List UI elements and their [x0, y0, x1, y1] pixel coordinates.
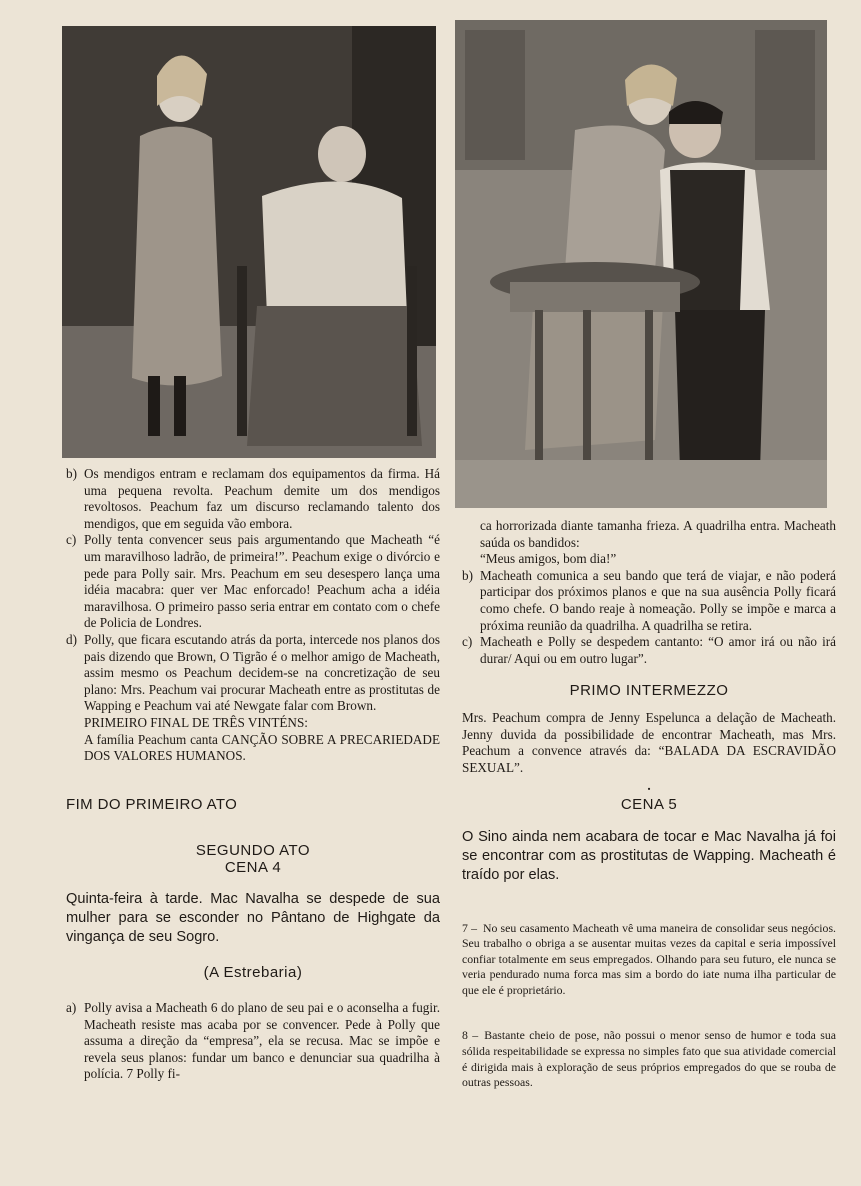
list-item [66, 532, 440, 632]
segundo-ato-heading: SEGUNDO ATO [195, 842, 311, 860]
footnote-number: 7 – [462, 920, 477, 935]
item-marker: d) [66, 631, 77, 647]
item-text: Macheath e Polly se despedem cantanto: “O amor irá ou não irá durar/ Aqui ou em outro lugar”. [480, 634, 836, 666]
item-text: Polly, que ficara escutando atrás da porta, intercede nos planos dos pais dizendo que Brown, O Tigrão é o melhor amigo de Macheath, assim mesmo os Peachum decidem-se na concretização de seu plano: Mrs. Peachum vai procurar Macheath entre as prostitutas de Wapping e Peachum vai até Newgate falar com Brown. [84, 631, 440, 714]
footnote-7 [462, 921, 836, 999]
quote-text: “Meus amigos, bom dia!” [480, 551, 617, 567]
item-marker: b) [66, 466, 77, 481]
cena-4-lead: Quinta-feira à tarde. Mac Navalha se despede de sua mulher para se esconder no Pântano de Highgate da vingança de seu Sogro. [66, 891, 440, 946]
item-marker: c) [462, 634, 473, 650]
primeiro-final-title: PRIMEIRO FINAL DE TRÊS VINTÉNS: [84, 714, 308, 730]
photo-illustration [455, 20, 827, 508]
primeiro-final-text: A família Peachum canta CANÇÃO SOBRE A PRECARIEDADE DOS VALORES HUMANOS. [84, 731, 440, 764]
item-text: Macheath comunica a seu bando que terá de viajar, e não poderá participar dos próximos planos e que na sua ausência Polly ficará como chefe. O bando reaje à nomeação. Polly se impõe e marca a próxima reunião da quadrilha. A quadrilha se retira. [480, 567, 836, 633]
item-text: Os mendigos entram e reclamam dos equipamentos da firma. Há uma pequena revolta. Peachum demite um dos mendigos revoltosos. Peachum faz um discurso reclamando talento dos mendigos, que em seguida vão embora. [84, 466, 440, 531]
footnote-number: 8 – [462, 1028, 479, 1043]
footnote-text: Bastante cheio de pose, não possui o menor senso de humor e toda sua sólida respeitabilidade se expressa no simples fato que sua atividade comercial é dirigida mais à exploração de seus próprios empregados do que se rouba de outras pessoas. [462, 1028, 836, 1090]
continuation-text: ca horrorizada diante tamanha frieza. A quadrilha entra. Macheath saúda os bandidos: [480, 518, 836, 550]
footnote-8 [462, 1028, 836, 1090]
estrebaria-heading: (A Estrebaria) [203, 964, 303, 982]
stage-photo-polly-and-mrs-peachum [62, 26, 436, 458]
cena-4-heading: CENA 4 [224, 858, 282, 876]
list-item [462, 634, 836, 667]
footnote-text: No seu casamento Macheath vê uma maneira de consolidar seus negócios. Seu trabalho o obriga a se ausentar muitas vezes da capital e seria impossível confiar totalmente em seus empregados. Olhando para seu futuro, ele nunca se veria pendurado numa forca mas sim a bordo do iate numa ilha particular de que ele é proprietário. [462, 920, 836, 997]
primeiro-final-block [66, 715, 440, 765]
right-text-column [462, 518, 836, 1091]
list-item [66, 632, 440, 715]
item-marker: c) [66, 532, 77, 548]
item-text: Polly avisa a Macheath 6 do plano de seu pai e o aconselha a fugir. Macheath resiste mas acaba por se convencer. Pede à Polly que assuma a direção da “empresa”, ela se recusa. Mac se impõe e revela seus planos: fundar um banco e denunciar sua quadrilha à polícia. 7 Polly fi- [84, 1000, 440, 1082]
primo-intermezzo-heading: PRIMO INTERMEZZO [569, 682, 729, 700]
list-item [462, 568, 836, 634]
cena-5-heading: CENA 5 [620, 795, 678, 813]
separator-dot: . [647, 778, 651, 794]
cena-5-lead: O Sino ainda nem acabara de tocar e Mac Navalha já foi se encontrar com as prostitutas de Wapping. Macheath é traído por elas. [462, 828, 836, 883]
fim-do-primeiro-ato: FIM DO PRIMEIRO ATO [66, 795, 238, 813]
stage-photo-polly-and-macheath [455, 20, 827, 508]
list-item [66, 1000, 440, 1083]
item-marker: b) [462, 567, 473, 583]
list-item [66, 466, 440, 532]
intermezzo-text: Mrs. Peachum compra de Jenny Espelunca a delação de Macheath. Jenny duvida da possibilidade de encontrar Macheath, mas Mrs. Peachum a convence através da: “BALADA DA ESCRAVIDÃO SEXUAL”. [462, 709, 836, 775]
left-text-column [66, 466, 440, 1083]
item-text: Polly tenta convencer seus pais argumentando que Macheath “é um maravilhoso ladrão, de primeira!”. Peachum exige o divórcio e pede para Polly sair. Mrs. Peachum em seu desespero lança uma idéia macabra: quer ver Mac enforcado! Peachum acha a idéia maravilhosa. O primeiro passo seria entrar em contato com o chefe de Policia de Londres. [84, 532, 440, 631]
photo-illustration [62, 26, 436, 458]
item-marker: a) [66, 1000, 77, 1016]
